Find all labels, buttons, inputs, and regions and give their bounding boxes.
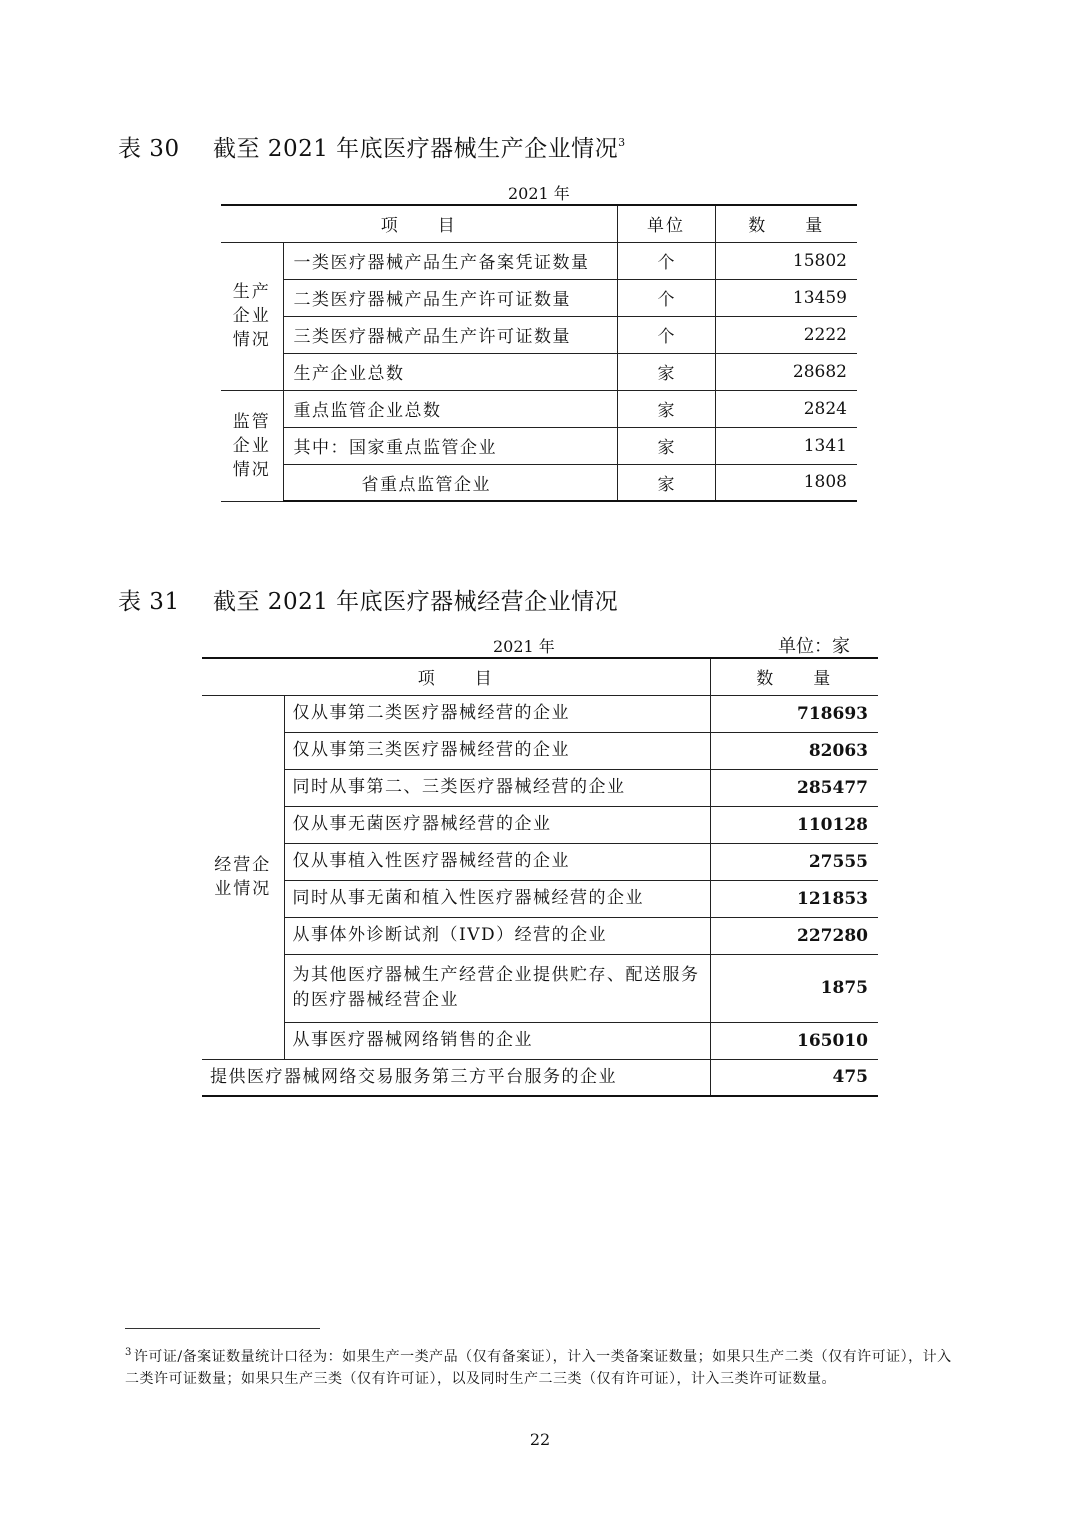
row-unit: 家 xyxy=(617,427,715,464)
table-row xyxy=(221,242,857,279)
footnote-text: 许可证/备案证数量统计口径为：如果生产一类产品（仅有备案证），计入一类备案证数量；如果只生产二类（仅有许可证），计入二类许可证数量；如果只生产三类（仅有许可证），以及同时生产二三类（仅有许可证），计入三类许可证数量。 xyxy=(125,1349,952,1387)
row-unit: 个 xyxy=(617,316,715,353)
header-item: 项 目 xyxy=(221,205,617,242)
table31-title-text: 截至 2021 年底医疗器械经营企业情况 xyxy=(213,589,619,615)
row-qty: 718693 xyxy=(710,695,878,732)
table-row xyxy=(202,917,878,954)
footnote-number: 3 xyxy=(125,1347,132,1358)
table-row xyxy=(202,1059,878,1096)
footnote-mark: 3 xyxy=(618,136,626,149)
table-row xyxy=(221,316,857,353)
row-item: 三类医疗器械产品生产许可证数量 xyxy=(283,316,617,353)
row-qty: 110128 xyxy=(710,806,878,843)
table-row xyxy=(221,427,857,464)
row-unit: 家 xyxy=(617,353,715,390)
row-qty: 13459 xyxy=(715,279,857,316)
row-item: 提供医疗器械网络交易服务第三方平台服务的企业 xyxy=(202,1059,710,1096)
table-header-row xyxy=(221,205,857,242)
row-item: 仅从事第二类医疗器械经营的企业 xyxy=(284,695,710,732)
row-unit: 个 xyxy=(617,279,715,316)
row-item: 从事体外诊断试剂（IVD）经营的企业 xyxy=(284,917,710,954)
footnote xyxy=(125,1342,955,1390)
row-item: 为其他医疗器械生产经营企业提供贮存、配送服务的医疗器械经营企业 xyxy=(284,954,710,1022)
row-item: 二类医疗器械产品生产许可证数量 xyxy=(283,279,617,316)
group-label-production: 生产 企业 情况 xyxy=(221,242,283,390)
header-item: 项 目 xyxy=(202,658,710,695)
row-item: 仅从事无菌医疗器械经营的企业 xyxy=(284,806,710,843)
row-qty: 28682 xyxy=(715,353,857,390)
row-item: 一类医疗器械产品生产备案凭证数量 xyxy=(283,242,617,279)
row-qty: 227280 xyxy=(710,917,878,954)
row-qty: 15802 xyxy=(715,242,857,279)
table31-number: 表 31 xyxy=(118,589,180,615)
table31-title xyxy=(118,583,618,616)
row-item: 仅从事第三类医疗器械经营的企业 xyxy=(284,732,710,769)
row-qty: 2824 xyxy=(715,390,857,427)
table30 xyxy=(221,204,857,502)
table-header-row xyxy=(202,658,878,695)
row-qty: 121853 xyxy=(710,880,878,917)
row-item: 同时从事无菌和植入性医疗器械经营的企业 xyxy=(284,880,710,917)
row-qty: 82063 xyxy=(710,732,878,769)
table31-unit-note: 单位：家 xyxy=(778,636,850,657)
group-label-supervision: 监管 企业 情况 xyxy=(221,390,283,501)
page-number: 22 xyxy=(529,1430,551,1449)
row-qty: 1875 xyxy=(710,954,878,1022)
header-unit: 单位 xyxy=(617,205,715,242)
table-row xyxy=(202,1022,878,1059)
table31-caption: 2021 年 xyxy=(493,637,555,656)
row-qty: 475 xyxy=(710,1059,878,1096)
table-row xyxy=(221,279,857,316)
row-item: 省重点监管企业 xyxy=(283,464,617,501)
row-item: 同时从事第二、三类医疗器械经营的企业 xyxy=(284,769,710,806)
row-item: 仅从事植入性医疗器械经营的企业 xyxy=(284,843,710,880)
table-row xyxy=(221,353,857,390)
row-qty: 285477 xyxy=(710,769,878,806)
row-qty: 27555 xyxy=(710,843,878,880)
row-qty: 1808 xyxy=(715,464,857,501)
row-unit: 个 xyxy=(617,242,715,279)
row-item: 重点监管企业总数 xyxy=(283,390,617,427)
table-row xyxy=(221,390,857,427)
header-qty: 数 量 xyxy=(710,658,878,695)
row-item: 从事医疗器械网络销售的企业 xyxy=(284,1022,710,1059)
table-row xyxy=(202,695,878,732)
row-qty: 1341 xyxy=(715,427,857,464)
table30-title-text: 截至 2021 年底医疗器械生产企业情况 xyxy=(213,136,619,162)
table30-number: 表 30 xyxy=(118,136,180,162)
row-item: 生产企业总数 xyxy=(283,353,617,390)
table30-title xyxy=(118,130,626,163)
row-item: 其中：国家重点监管企业 xyxy=(283,427,617,464)
header-qty: 数 量 xyxy=(715,205,857,242)
table-row xyxy=(202,843,878,880)
table-row xyxy=(202,806,878,843)
footnote-divider xyxy=(125,1328,320,1329)
row-unit: 家 xyxy=(617,464,715,501)
table31 xyxy=(202,657,878,1097)
group-label-operation: 经营企 业情况 xyxy=(202,695,284,1059)
table-row xyxy=(202,732,878,769)
table-row xyxy=(202,880,878,917)
row-qty: 165010 xyxy=(710,1022,878,1059)
table-row xyxy=(202,954,878,1022)
row-qty: 2222 xyxy=(715,316,857,353)
row-unit: 家 xyxy=(617,390,715,427)
table-row xyxy=(202,769,878,806)
table-row xyxy=(221,464,857,501)
table30-caption: 2021 年 xyxy=(508,184,570,203)
